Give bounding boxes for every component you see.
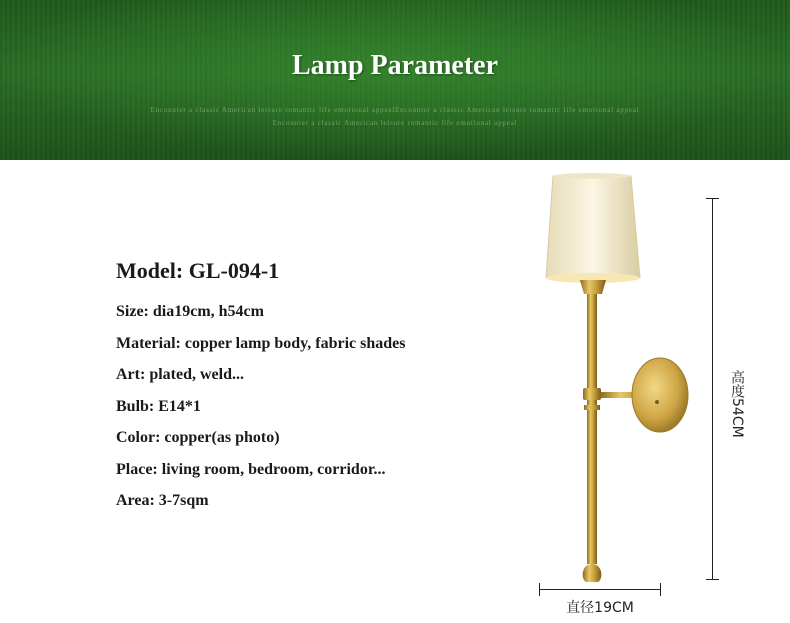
stem-finial <box>583 564 602 582</box>
spec-art: Art: plated, weld... <box>116 366 244 383</box>
diameter-dimension-cap-left <box>539 583 540 596</box>
spec-area: Area: 3-7sqm <box>116 492 209 509</box>
model-heading: Model: GL-094-1 <box>116 258 280 283</box>
plate-screw <box>655 400 659 404</box>
spec-size: Size: dia19cm, h54cm <box>116 303 264 320</box>
height-dimension-label: 高度54CM <box>729 370 745 438</box>
lamp-shade <box>546 176 640 278</box>
spec-place: Place: living room, bedroom, corridor... <box>116 460 386 478</box>
banner-subtitle-secondary: Encounter a classic American leisure romantic life emotional appeal <box>272 119 518 127</box>
height-dimension-cap-top <box>706 198 719 199</box>
shade-top-rim <box>553 173 631 179</box>
banner-title: Lamp Parameter <box>291 50 499 81</box>
header-banner <box>0 0 790 160</box>
lamp-stem <box>587 294 597 564</box>
spec-material: Material: copper lamp body, fabric shades <box>116 334 406 352</box>
diameter-dimension-label: 直径19CM <box>566 600 634 616</box>
diameter-dimension-cap-right <box>660 583 661 596</box>
spec-list <box>116 258 405 523</box>
bulb-cap <box>580 280 606 294</box>
diameter-dimension-line <box>539 589 661 590</box>
height-dimension-cap-bottom <box>706 579 719 580</box>
spec-color: Color: copper(as photo) <box>116 429 280 446</box>
stem-ring <box>584 405 600 410</box>
wall-plate <box>632 358 688 432</box>
stem-collar <box>583 388 601 400</box>
spec-bulb: Bulb: E14*1 <box>116 397 201 415</box>
banner-subtitle: Encounter a classic American leisure romantic life emotional appealEncounter a classic American leisure romantic life emotional appeal <box>150 106 640 114</box>
wall-lamp-image <box>520 170 700 590</box>
height-dimension-line <box>712 198 713 580</box>
